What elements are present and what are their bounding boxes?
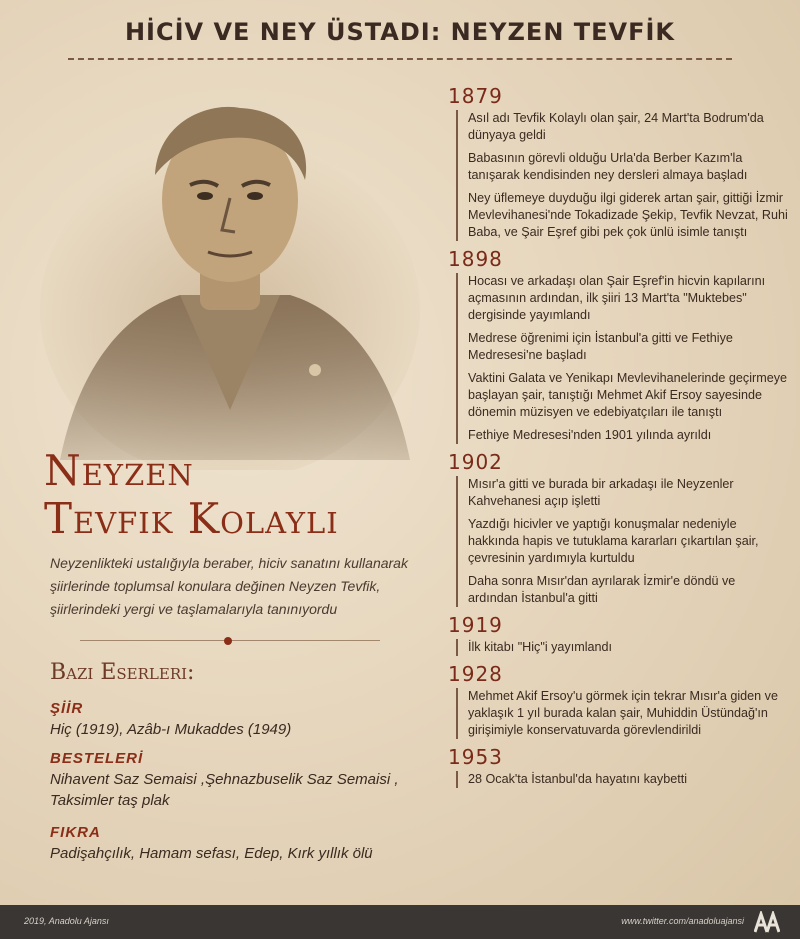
category-anecdotes-text: Padişahçılık, Hamam sefası, Edep, Kırk yıllık ölü: [50, 845, 373, 862]
name-first: Neyzen: [44, 446, 194, 495]
timeline-year: 1928: [448, 662, 503, 686]
footer-copyright: 2019, Anadolu Ajansı: [24, 916, 109, 926]
divider-dot: [224, 637, 232, 645]
timeline-entry: Daha sonra Mısır'dan ayrılarak İzmir'e döndü ve ardından İstanbul'a gitti: [468, 574, 736, 605]
works-heading: Bazı Eserleri:: [50, 660, 195, 685]
name-last: Tevfik Kolaylı: [44, 494, 339, 543]
timeline-entry: Yazdığı hicivler ve yaptığı konuşmalar nedeniyle hakkında hapis ve tutuklama kararları çıkartılan şair, çevresinin yardımıyla kurtuldu: [468, 517, 759, 565]
timeline-entries: [456, 110, 788, 241]
timeline-year: 1879: [448, 84, 503, 108]
section-divider: [80, 638, 380, 644]
timeline-entry: 28 Ocak'ta İstanbul'da hayatını kaybetti: [468, 772, 688, 786]
footer-twitter-link[interactable]: www.twitter.com/anadoluajansi: [621, 916, 744, 926]
timeline-entry: Fethiye Medresesi'nden 1901 yılında ayrıldı: [468, 428, 712, 442]
timeline-entry: Asıl adı Tevfik Kolaylı olan şair, 24 Mart'ta Bodrum'da dünyaya geldi: [468, 111, 764, 142]
timeline-year: 1919: [448, 613, 503, 637]
timeline-entry: Vaktini Galata ve Yenikapı Mevlevihanelerinde geçirmeye başlayan şair, tanıştığı Mehmet Akif Ersoy sayesinde dönemin müzisyen ve edebiyatçıları ile tanıştı: [468, 371, 787, 419]
timeline-entry: Mısır'a gitti ve burada bir arkadaşı ile Neyzenler Kahvehanesi açıp işletti: [468, 477, 734, 508]
timeline-entries: [456, 639, 788, 656]
category-anecdotes-label: FIKRA: [50, 824, 101, 841]
timeline-entry: Babasının görevli olduğu Urla'da Berber Kazım'la tanışarak kendisinden ney dersleri almaya başladı: [468, 151, 748, 182]
category-poetry-label: ŞİİR: [50, 700, 84, 717]
intro-text: Neyzenlikteki ustalığıyla beraber, hiciv sanatını kullanarak şiirlerinde toplumsal konulara değinen Neyzen Tevfik, şiirlerindeki yergi ve taşlamalarıyla tanınıyordu: [50, 555, 408, 617]
timeline-entry: Medrese öğrenimi için İstanbul'a gitti ve Fethiye Medresesi'ne başladı: [468, 331, 733, 362]
title-divider: [68, 58, 732, 60]
timeline-entry: Ney üflemeye duyduğu ilgi giderek artan şair, gittiği İzmir Mevlevihanesi'nde Tokadizade Şekip, Tevfik Nevzat, Ruhi Baba, ve Şair Eşref gibi pek çok ünlü isimle tanıştı: [468, 191, 788, 239]
timeline-entry: Hocası ve arkadaşı olan Şair Eşref'in hicvin kapılarını açmasının ardından, ilk şiiri 13 Mart'ta "Muktebes" dergisinde yayımlandı: [468, 274, 766, 322]
timeline-year: 1898: [448, 247, 503, 271]
page-title: HİCİV VE NEY ÜSTADI: NEYZEN TEVFİK: [124, 18, 676, 46]
category-compositions-label: BESTELERİ: [50, 750, 144, 767]
timeline: [448, 84, 788, 788]
category-poetry-text: Hiç (1919), Azâb-ı Mukaddes (1949): [50, 721, 292, 738]
timeline-entries: [456, 771, 788, 788]
timeline-entries: [456, 273, 788, 444]
timeline-entry: İlk kitabı "Hiç"i yayımlandı: [468, 640, 613, 654]
footer-bar: [0, 905, 800, 939]
aa-logo-icon: [754, 911, 780, 933]
category-compositions-text: Nihavent Saz Semaisi ,Şehnazbuselik Saz Semaisi , Taksimler taş plak: [50, 771, 399, 809]
timeline-entries: [456, 688, 788, 739]
portrait-illustration: [40, 80, 420, 470]
timeline-entries: [456, 476, 788, 607]
timeline-year: 1902: [448, 450, 503, 474]
timeline-year: 1953: [448, 745, 503, 769]
timeline-entry: Mehmet Akif Ersoy'u görmek için tekrar Mısır'a giden ve yaklaşık 1 yıl burada kalan şair, Muhiddin Üstündağ'ın girişimiyle konservatuvarda görevlendirildi: [468, 689, 778, 737]
